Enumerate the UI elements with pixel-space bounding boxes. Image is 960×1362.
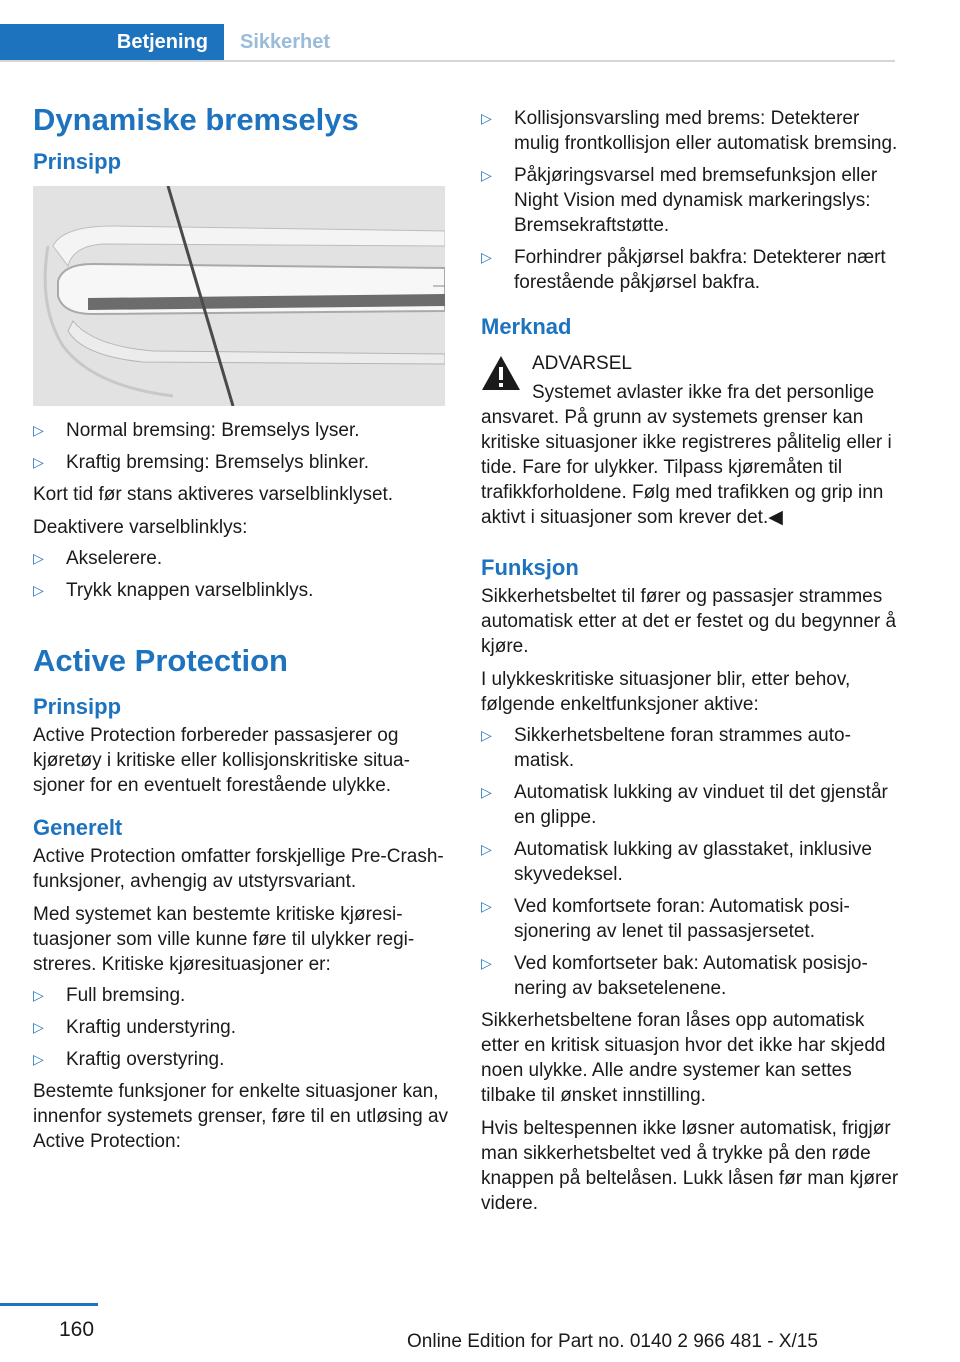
triangle-bullet-icon: ▷ xyxy=(33,1019,44,1035)
paragraph: Active Protection omfatter forskjellige Pre-Crash-funksjoner, avhengig av utstyrsvariant. xyxy=(33,846,444,892)
triangle-bullet-icon: ▷ xyxy=(481,898,492,914)
triangle-bullet-icon: ▷ xyxy=(33,987,44,1003)
list-item: ▷ Automatisk lukking av glasstaket, inklusive skyvedeksel. xyxy=(481,839,872,885)
tail-light-image xyxy=(33,186,445,406)
triangle-bullet-icon: ▷ xyxy=(481,841,492,857)
triangle-bullet-icon: ▷ xyxy=(33,1051,44,1067)
paragraph: Hvis beltespennen ikke løsner automatisk, frigjør man sikkerhetsbeltet ved å trykke på den røde knappen på beltelåsen. Lukk låsen før man kjører videre. xyxy=(481,1118,899,1214)
subheading-general: Generelt xyxy=(33,815,123,840)
subheading-principle: Prinsipp xyxy=(33,149,122,174)
triangle-bullet-icon: ▷ xyxy=(481,727,492,743)
list-item: ▷ Sikkerhetsbeltene foran strammes automatisk. xyxy=(481,725,851,771)
list-item: ▷ Kraftig bremsing: Bremselys blinker. xyxy=(33,452,370,473)
tail-light-illustration xyxy=(33,186,445,406)
warning-box xyxy=(481,351,899,530)
deactivate-hazard-list xyxy=(33,546,449,603)
subheading-principle: Prinsipp xyxy=(33,694,122,719)
tab-betjening[interactable]: Betjening xyxy=(0,24,224,60)
brake-behaviour-list xyxy=(33,418,449,475)
triangle-bullet-icon: ▷ xyxy=(481,110,492,126)
warning-triangle-icon xyxy=(481,355,521,391)
list-item: ▷ Kraftig overstyring. xyxy=(33,1049,225,1070)
list-item: ▷ Ved komfortseter bak: Automatisk posisjonering av baksetelenene. xyxy=(481,953,868,999)
list-item: ▷ Kraftig understyring. xyxy=(33,1017,237,1038)
subheading-note: Merknad xyxy=(481,314,572,339)
list-item: ▷ Forhindrer påkjørsel bakfra: Detekterer nært forestående påkjørsel bakfra. xyxy=(481,247,886,293)
paragraph: Bestemte funksjoner for enkelte situasjoner kan, innenfor systemets grenser, føre til en utløsing av Active Protection: xyxy=(33,1081,449,1152)
triangle-bullet-icon: ▷ xyxy=(33,550,44,566)
paragraph: Sikkerhetsbeltet til fører og passasjer strammes automatisk etter at det er festet og du begynner å kjøre. xyxy=(481,586,897,657)
paragraph: Sikkerhetsbeltene foran låses opp automatisk etter en kritisk situasjon hvor det ikke har skjedd noen ulykke. Alle andre systemer kan settes tilbake til ønsket innstilling. xyxy=(481,1010,886,1106)
critical-situations-list xyxy=(33,983,449,1072)
paragraph: Active Protection forbereder passasjerer og kjøretøy i kritiske eller kollisjonskritiske situasjoner for en eventuelt forestående ulykke. xyxy=(33,725,410,796)
active-functions-list xyxy=(481,723,899,1001)
list-item: ▷ Påkjøringsvarsel med bremsefunksjon eller Night Vision med dynamisk markeringslys: Bremsekraftstøtte. xyxy=(481,165,878,236)
footer-accent-line xyxy=(0,1303,98,1306)
triangle-bullet-icon: ▷ xyxy=(481,955,492,971)
triangle-bullet-icon: ▷ xyxy=(481,249,492,265)
subheading-function: Funksjon xyxy=(481,555,579,580)
right-column xyxy=(481,100,899,1216)
list-item: ▷ Ved komfortsete foran: Automatisk posisjonering av lenet til passasjersetet. xyxy=(481,896,850,942)
paragraph: Deaktivere varselblinklys: xyxy=(33,517,248,538)
list-item: ▷ Akselerere. xyxy=(33,548,163,569)
list-item: ▷ Full bremsing. xyxy=(33,985,186,1006)
triangle-bullet-icon: ▷ xyxy=(33,422,44,438)
list-item: ▷ Automatisk lukking av vinduet til det gjenstår en glippe. xyxy=(481,782,888,828)
triangle-bullet-icon: ▷ xyxy=(33,582,44,598)
section-title-active-protection: Active Protection xyxy=(33,643,288,678)
chapter-tab-bar xyxy=(0,24,895,62)
paragraph: I ulykkeskritiske situasjoner blir, etter behov, følgende enkeltfunksjoner aktive: xyxy=(481,669,851,715)
paragraph: Kort tid før stans aktiveres varselblinklyset. xyxy=(33,484,394,505)
list-item: ▷ Normal bremsing: Bremselys lyser. xyxy=(33,420,360,441)
list-item: ▷ Kollisjonsvarsling med brems: Detekterer mulig frontkollisjon eller automatisk bremsing. xyxy=(481,108,898,154)
tab-sikkerhet[interactable]: Sikkerhet xyxy=(240,31,331,53)
list-item: ▷ Trykk knappen varselblinklys. xyxy=(33,580,314,601)
triangle-bullet-icon: ▷ xyxy=(481,784,492,800)
warning-label: ADVARSEL xyxy=(532,353,632,374)
page-number: 160 xyxy=(59,1318,95,1341)
section-title-dynamic-brake-lights: Dynamiske bremselys xyxy=(33,102,359,137)
edition-note: Online Edition for Part no. 0140 2 966 481 - X/15 xyxy=(407,1331,818,1352)
left-column xyxy=(33,100,449,1154)
trigger-functions-list xyxy=(481,106,899,295)
triangle-bullet-icon: ▷ xyxy=(481,167,492,183)
warning-text: Systemet avlaster ikke fra det personlige ansvaret. På grunn av systemets grenser kan kritiske situasjoner ikke registreres pålitelig eller i tide. Fare for ulykker. Tilpass kjøremåten til trafikkforholdene. Følg med trafikken og grip inn aktivt i situasjoner som krever det.◀ xyxy=(481,382,892,528)
triangle-bullet-icon: ▷ xyxy=(33,454,44,470)
paragraph: Med systemet kan bestemte kritiske kjøresituasjoner som ville kunne føre til ulykker registreres. Kritiske kjøresituasjoner er: xyxy=(33,904,415,975)
